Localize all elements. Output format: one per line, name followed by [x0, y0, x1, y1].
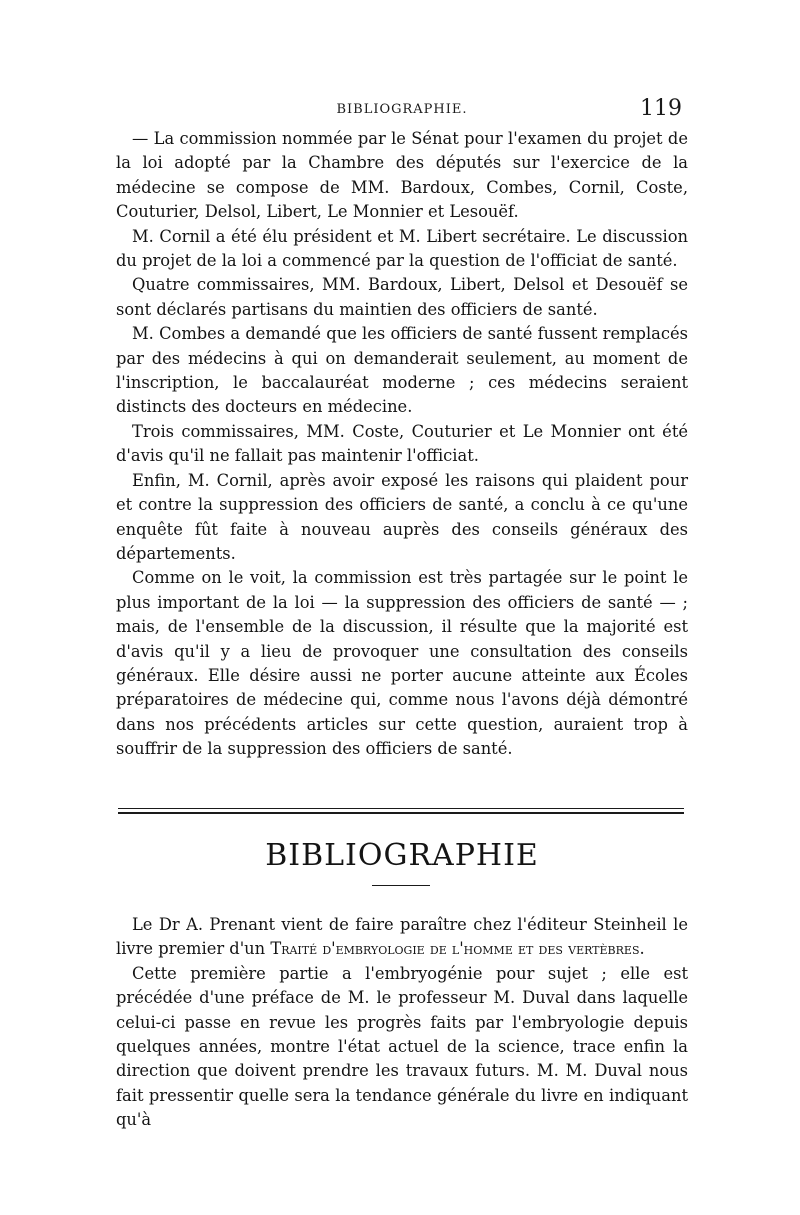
title-underline: [372, 885, 430, 886]
bibliography-body: [116, 913, 688, 1133]
paragraph: — La commission nommée par le Sénat pour l'examen du projet de la loi adopté par la Chambre des députés sur l'exercice de la médecine se compose de MM. Bardoux, Combes, Cornil, Coste, Couturier, Delsol, Libert, Le Monnier et Lesouëf.: [116, 129, 688, 222]
article-body: [116, 127, 688, 762]
paragraph: Enfin, M. Cornil, après avoir exposé les raisons qui plaident pour et contre la suppression des officiers de santé, a conclu à ce qu'une enquête fût faite à nouveau auprès des conseils généraux des départements.: [116, 470, 688, 563]
running-title: BIBLIOGRAPHIE.: [336, 102, 468, 117]
paragraph: Cette première partie a l'embryogénie pour sujet ; elle est précédée d'une préface de M. le professeur M. Duval dans laquelle celui-ci passe en revue les progrès faits par l'embryologie depuis quelques années, montre l'état actuel de la science, trace enfin la direction que doivent prendre les travaux futurs. M. M. Duval nous fait pressentir quelle sera la tendance générale du livre en indiquant qu'à: [116, 963, 688, 1130]
section-divider: [118, 808, 684, 818]
book-title: Traité d'embryologie de l'homme et des vertèbres.: [270, 939, 645, 959]
section-title: BIBLIOGRAPHIE: [265, 838, 539, 873]
page-number: 119: [640, 96, 682, 121]
paragraph: [116, 913, 688, 962]
paragraph-lead: Le Dr A. Prenant vient de faire paraître chez l'éditeur Steinheil le livre premier d'un: [116, 915, 688, 959]
paragraph: Comme on le voit, la commission est très partagée sur le point le plus important de la loi — la suppression des officiers de santé — ; mais, de l'ensemble de la discussion, il résulte que la majorité est d'avis qu'il y a lieu de provoquer une consultation des conseils généraux. Elle désire aussi ne porter aucune atteinte aux Écoles préparatoires de médecine qui, comme nous l'avons déjà démontré dans nos précédents articles sur cette question, auraient trop à souffrir de la suppression des officiers de santé.: [116, 568, 688, 759]
paragraph: Trois commissaires, MM. Coste, Couturier et Le Monnier ont été d'avis qu'il ne fallait pas maintenir l'officiat.: [116, 421, 688, 466]
paragraph: M. Cornil a été élu président et M. Libert secrétaire. Le discussion du projet de la loi a commencé par la question de l'officiat de santé.: [116, 226, 688, 271]
divider-thin-line: [118, 808, 684, 809]
divider-thick-line: [118, 812, 684, 814]
paragraph: Quatre commissaires, MM. Bardoux, Libert, Delsol et Desouëf se sont déclarés partisans du maintien des officiers de santé.: [116, 275, 688, 319]
running-header: [118, 96, 686, 126]
paragraph: M. Combes a demandé que les officiers de santé fussent remplacés par des médecins à qui on demanderait seulement, au moment de l'inscription, le baccalauréat moderne ; ces médecins seraient distincts des docteurs en médecine.: [116, 324, 688, 417]
